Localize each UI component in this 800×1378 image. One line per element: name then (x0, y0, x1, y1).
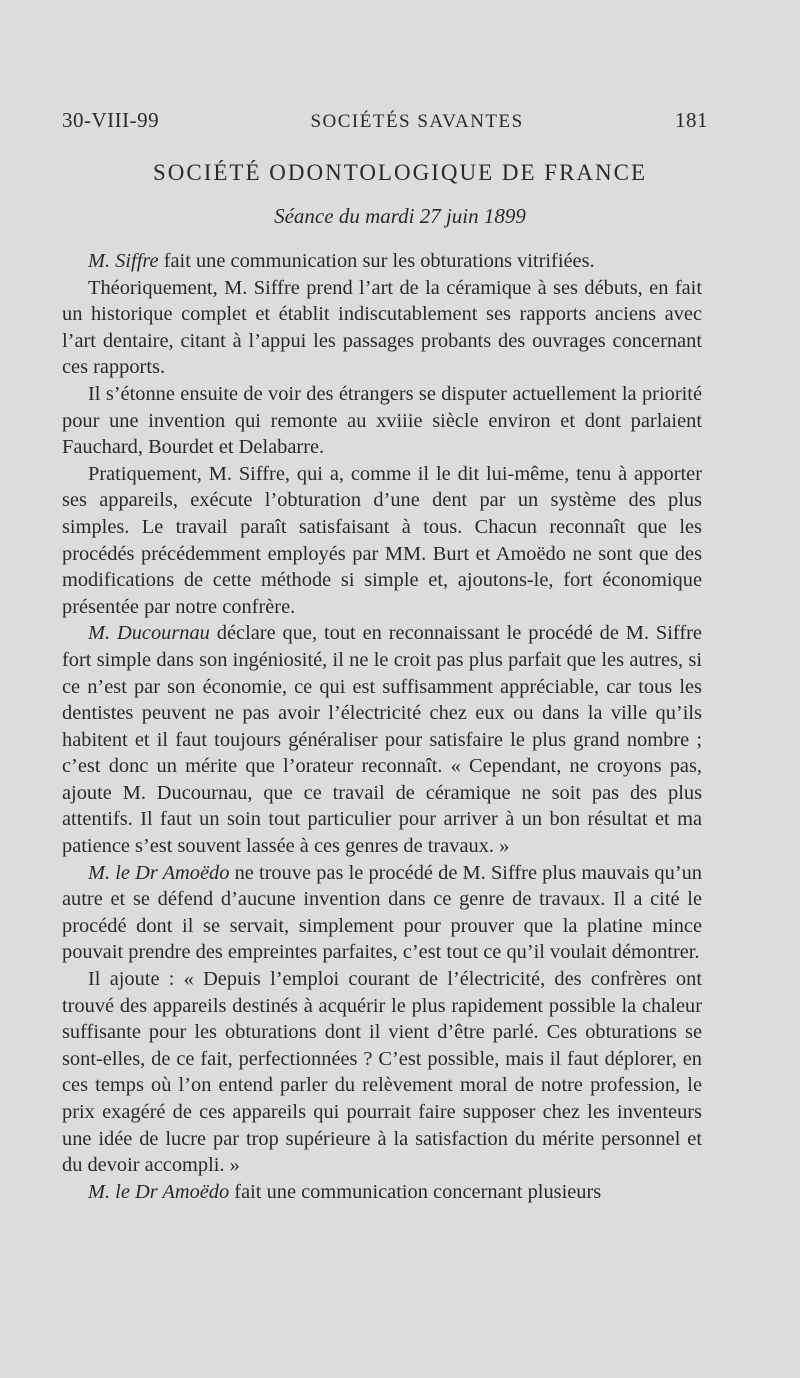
header-section: SOCIÉTÉS SAVANTES (310, 111, 524, 132)
article-body (62, 248, 702, 1205)
running-head (62, 108, 708, 133)
paragraph (62, 248, 702, 275)
paragraph (62, 966, 702, 1179)
speaker-name: M. Ducournau (88, 622, 210, 645)
paragraph (62, 620, 702, 859)
session-date: Séance du mardi 27 juin 1899 (274, 204, 526, 228)
paragraph-text: fait une communication concernant plusieurs (229, 1180, 602, 1203)
paragraph-text: Pratiquement, M. Siffre, qui a, comme il le dit lui-même, tenu à apporter ses appareils, exécute l’obturation d’une dent par un système des plus simples. Le travail paraît satisfaisant à tous. Chacun reconnaît que les procédés précédemment employés par MM. Burt et Amoëdo ne sont que des modifications de cette méthode si simple et, ajoutons-le, fort économique présentée par notre confrère. (62, 462, 702, 618)
paragraph-text: fait une communication sur les obturations vitrifiées. (158, 250, 595, 272)
paragraph (62, 860, 702, 966)
speaker-name: M. le Dr Amoëdo (88, 861, 230, 884)
paragraph (62, 1179, 702, 1206)
paragraph (62, 461, 702, 621)
society-title: SOCIÉTÉ ODONTOLOGIQUE DE FRANCE (152, 160, 648, 185)
paragraph-text: Théoriquement, M. Siffre prend l’art de la céramique à ses débuts, en fait un historique complet et établit indiscutablement ses rapports anciens avec l’art dentaire, citant à l’appui les passages probants des ouvrages concernant ces rapports. (62, 276, 702, 379)
speaker-name: M. le Dr Amoëdo (88, 1180, 230, 1203)
paragraph-text: Il s’étonne ensuite de voir des étrangers se disputer actuellement la priorité pour une invention qui remonte au xviiie siècle environ et dont parlaient Fauchard, Bourdet et Delabarre. (62, 382, 702, 459)
header-date: 30-VIII-99 (62, 108, 160, 132)
paragraph-text: ne trouve pas le procédé de M. Siffre plus mauvais qu’un autre et se défend d’aucune invention dans ce genre de travaux. Il a cité le procédé dont il se servait, simplement pour prouver que la platine mince pouvait prendre des empreintes parfaites, c’est tout ce qu’il voulait démontrer. (62, 861, 702, 964)
paragraph (62, 275, 702, 381)
page-number: 181 (675, 108, 708, 132)
paragraph-text: déclare que, tout en reconnaissant le procédé de M. Siffre fort simple dans son ingéniosité, il ne le croit pas plus parfait que les autres, si ce n’est par son économie, ce qui est suffisamment appréciable, car tous les dentistes peuvent ne pas avoir l’électricité chez eux ou dans la ville qu’ils habitent et il faut toujours généraliser pour satisfaire le plus grand nombre ; c’est donc un mérite que l’orateur reconnaît. « Cependant, ne croyons pas, ajoute M. Ducournau, que ce travail de céramique ne soit pas des plus attentifs. Il faut un soin tout particulier pour arriver à un bon résultat et ma patience s’est souvent lassée à ces genres de travaux. » (62, 622, 702, 858)
paragraph-text: Il ajoute : « Depuis l’emploi courant de l’électricité, des confrères ont trouvé des appareils destinés à acquérir le plus rapidement possible la chaleur suffisante pour les obturations dont il vient d’être parlé. Ces obturations se sont-elles, de ce fait, perfectionnées ? C’est possible, mais il faut déplorer, en ces temps où l’on entend parler du relèvement moral de notre profession, le prix exagéré de ces appareils qui pourrait faire supposer chez les inventeurs une idée de lucre par trop supérieure à la satisfaction du mérite personnel et du devoir accompli. » (62, 968, 702, 1177)
speaker-name: M. Siffre (88, 250, 159, 272)
paragraph (62, 381, 702, 461)
